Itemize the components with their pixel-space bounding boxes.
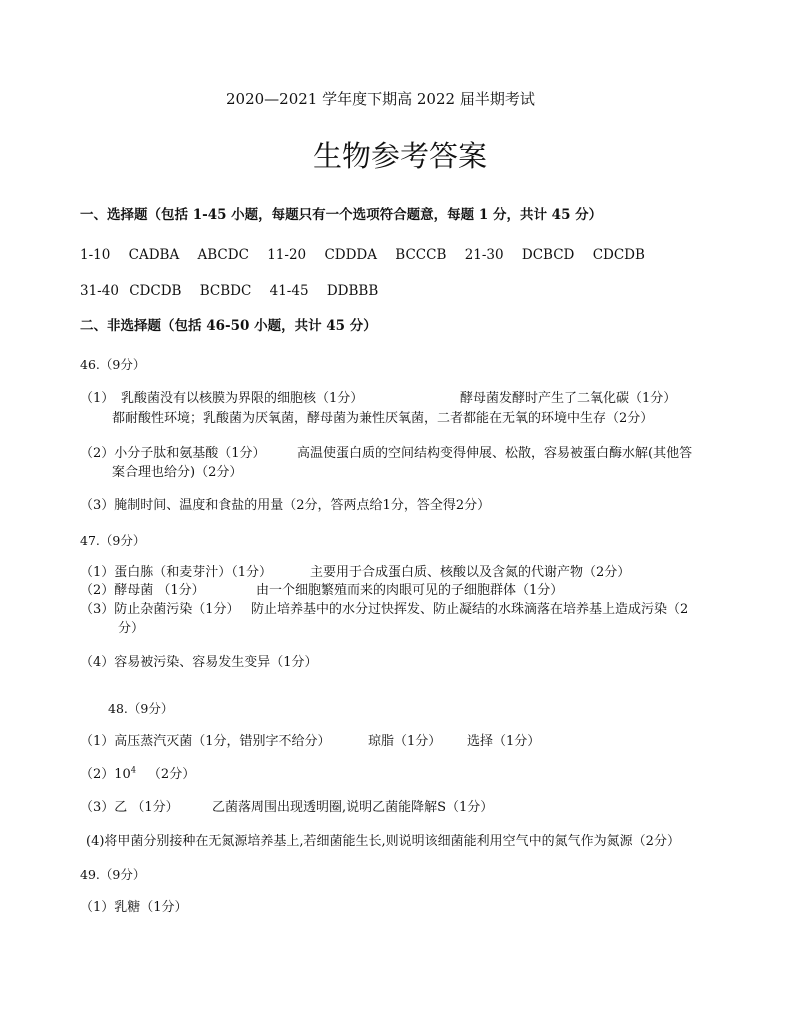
mc-range-41-45: 41-45 (269, 283, 309, 299)
q48-answer-2-prefix: （2）10 (80, 767, 131, 782)
q46-answer-1-part-a: 乳酸菌没有以核膜为界限的细胞核（1分） (121, 391, 364, 406)
section2-heading: 二、非选择题（包括 46-50 小题，共计 45 分） (80, 318, 377, 334)
q48-answer-2-score: （2分） (147, 767, 196, 782)
q47-answer-1-part-a: （1）蛋白胨（和麦芽汁）（1分） (80, 565, 273, 580)
q46-answer-3: （3）腌制时间、温度和食盐的用量（2分，答两点给1分，答全得2分） (80, 498, 491, 513)
mc-group: DCBCD (521, 247, 575, 263)
q49-answer-1: （1）乳糖（1分） (80, 900, 188, 915)
subject-title: 生物参考答案 (313, 139, 488, 173)
mc-group: ABCDC (197, 247, 249, 263)
q48-answer-3-part-a: （3）乙 （1分） (80, 800, 179, 815)
mc-range-1-10: 1-10 (80, 247, 111, 263)
mc-answer-row-2 (80, 282, 378, 300)
q47-answer-2-part-a: （2）酵母菌 （1分） (80, 583, 205, 598)
mc-group: CDCDB (592, 247, 645, 263)
q47-answer-1-part-b: 主要用于合成蛋白质、核酸以及含氮的代谢产物（2分） (310, 565, 631, 580)
q48-answer-1-part-b: 琼脂（1分） (368, 734, 442, 749)
mc-range-21-30: 21-30 (464, 247, 504, 263)
q48-answer-1-part-a: （1）高压蒸汽灭菌（1分，错别字不给分） (80, 734, 331, 749)
q47-answer-3-part-a: （3）防止杂菌污染（1分） (80, 602, 240, 617)
q49-title: 49.（9分） (80, 867, 146, 882)
q48-answer-2-exponent: 4 (130, 765, 136, 775)
q47-title: 47.（9分） (80, 533, 146, 548)
q48-answer-2 (80, 766, 195, 784)
q46-answer-1-number: （1） (80, 391, 115, 406)
q47-answer-4: （4）容易被污染、容易发生变异（1分） (80, 655, 318, 670)
q48-answer-4: (4)将甲菌分别接种在无氮源培养基上,若细菌能生长,则说明该细菌能利用空气中的氮气作为氮源（2分） (86, 834, 680, 849)
section1-heading: 一、选择题（包括 1-45 小题，每题只有一个选项符合题意，每题 1 分，共计 45 分） (80, 207, 603, 223)
q47-answer-3-part-c: 分） (118, 621, 145, 636)
mc-answer-row-1 (80, 246, 645, 264)
q46-title: 46.（9分） (80, 357, 146, 372)
q46-answer-2-part-c: 案合理也给分)（2分） (112, 465, 243, 480)
q48-answer-3-part-b: 乙菌落周围出现透明圈,说明乙菌能降解S（1分） (212, 800, 494, 815)
mc-group: CDDDA (324, 247, 377, 263)
mc-group: BCCCB (395, 247, 447, 263)
q47-answer-2-part-b: 由一个细胞繁殖而来的肉眼可见的子细胞群体（1分） (256, 583, 564, 598)
mc-group: CDCDB (129, 283, 182, 299)
mc-group: DDBBB (326, 283, 379, 299)
mc-range-11-20: 11-20 (267, 247, 307, 263)
q46-answer-1-part-b: 酵母菌发酵时产生了二氧化碳（1分） (460, 391, 677, 406)
q47-answer-3-part-b: 防止培养基中的水分过快挥发、防止凝结的水珠滴落在培养基上造成污染（2 (251, 602, 689, 617)
mc-group: CADBA (128, 247, 180, 263)
q48-answer-1-part-c: 选择（1分） (467, 734, 541, 749)
q46-answer-1-part-c: 都耐酸性环境；乳酸菌为厌氧菌，酵母菌为兼性厌氧菌，二者都能在无氧的环境中生存（2分） (112, 411, 654, 426)
q48-title: 48.（9分） (108, 701, 174, 716)
q46-answer-2-part-a: （2）小分子肽和氨基酸（1分） (80, 446, 266, 461)
mc-group: BCBDC (199, 283, 252, 299)
mc-range-31-40: 31-40 (80, 283, 119, 299)
q46-answer-2-part-b: 高温使蛋白质的空间结构变得伸展、松散，容易被蛋白酶水解(其他答 (297, 446, 693, 461)
exam-title: 2020—2021 学年度下期高 2022 届半期考试 (226, 90, 535, 108)
